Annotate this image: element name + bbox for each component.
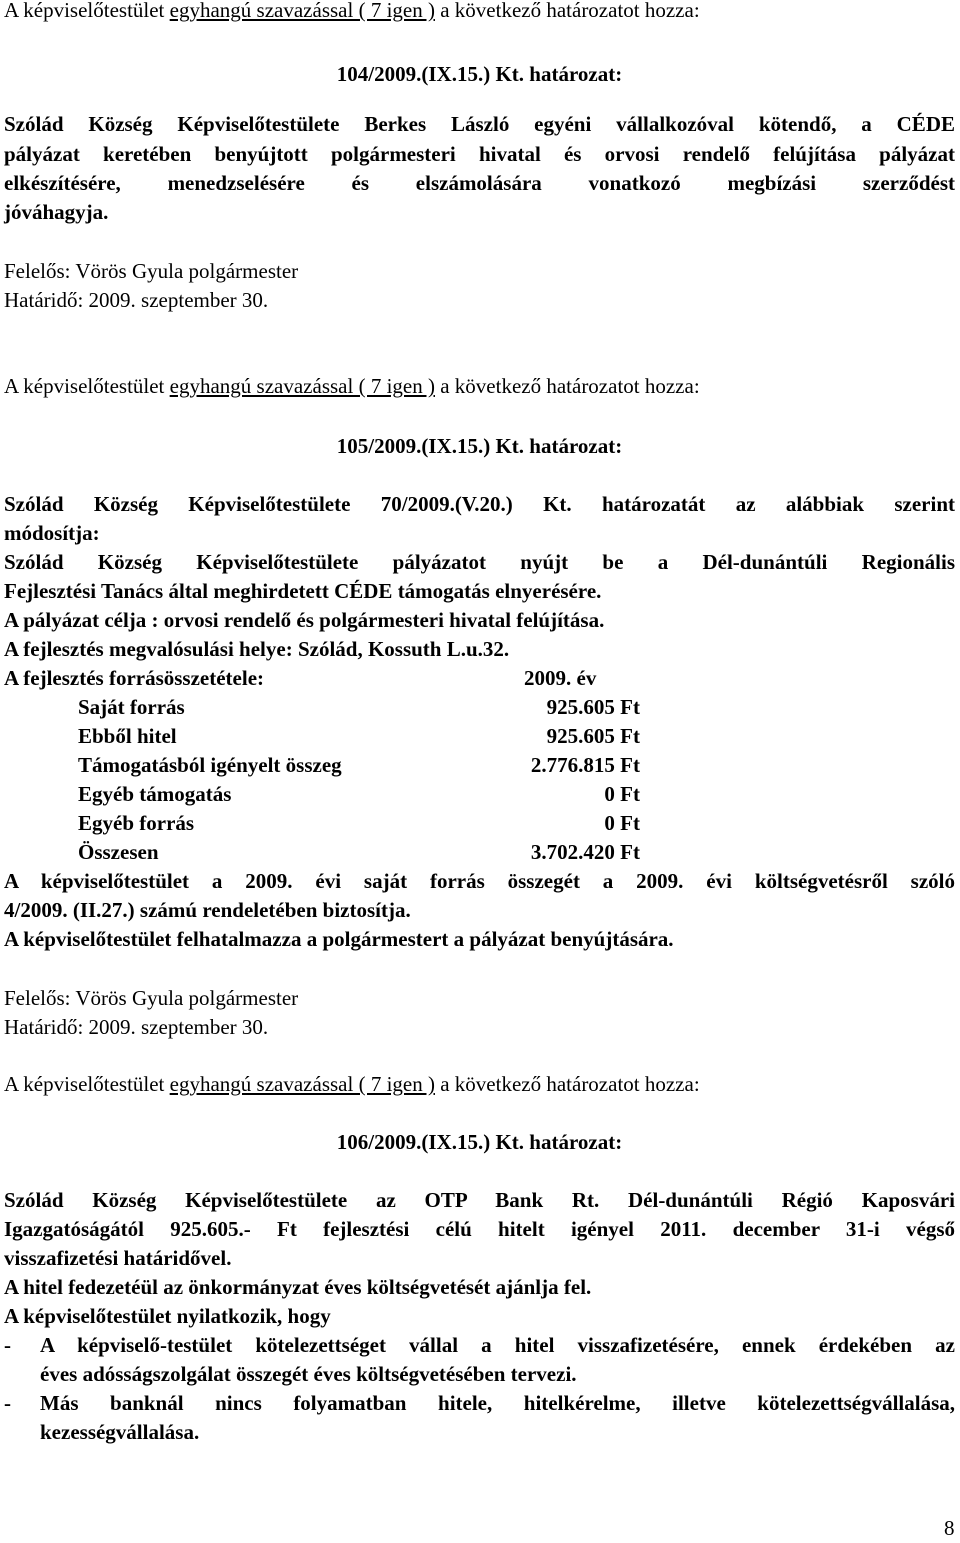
resolution-104-text-3: elkészítésére, menedzselésére és elszámolására vonatkozó megbízási szerződést xyxy=(4,171,955,195)
resolution-104-text-4: jóváhagyja. xyxy=(4,200,109,224)
resolution-105-deadline: Határidő: 2009. szeptember 30. xyxy=(4,1015,269,1039)
resolution-106-text-1: Szólád Község Képviselőtestülete az OTP Bank Rt. Dél-dunántúli Régió Kaposvári xyxy=(4,1188,955,1212)
resolution-105-text-9: A képviselőtestület felhatalmazza a polgármestert a pályázat benyújtására. xyxy=(4,927,674,951)
resolution-104-deadline: Határidő: 2009. szeptember 30. xyxy=(4,288,269,312)
resolution-106-text-5: A képviselőtestület nyilatkozik, hogy xyxy=(4,1304,331,1328)
vote-underlined: egyhangú szavazással ( 7 igen ) xyxy=(169,0,435,22)
financial-row-label: Egyéb támogatás xyxy=(78,782,232,806)
bullet-1-line-1: A képviselő-testület kötelezettséget vállal a hitel visszafizetésére, ennek érdekében az xyxy=(40,1333,955,1357)
financial-row-label: Összesen xyxy=(78,840,159,864)
financial-row-label: Támogatásból igényelt összeg xyxy=(78,753,342,777)
vote-prefix: A képviselőtestület xyxy=(4,374,170,398)
vote-prefix: A képviselőtestület xyxy=(4,0,170,22)
bullet-1-line-2: éves adósságszolgálat összegét éves költségvetésében tervezi. xyxy=(40,1362,577,1386)
resolution-105-text-1: Szólád Község Képviselőtestülete 70/2009.(V.20.) Kt. határozatát az alábbiak szerint xyxy=(4,492,955,516)
financial-row-value: 3.702.420 Ft xyxy=(530,840,640,864)
vote-suffix: a következő határozatot hozza: xyxy=(434,1072,700,1096)
vote-underlined: egyhangú szavazással ( 7 igen ) xyxy=(169,1072,435,1096)
vote-suffix: a következő határozatot hozza: xyxy=(434,0,700,22)
resolution-105-text-4: Fejlesztési Tanács által meghirdetett CÉDE támogatás elnyerésére. xyxy=(4,579,602,603)
resolution-104-text-1: Szólád Község Képviselőtestülete Berkes László egyéni vállalkozóval kötendő, a CÉDE xyxy=(4,112,955,136)
vote-underlined: egyhangú szavazással ( 7 igen ) xyxy=(169,374,435,398)
financial-header xyxy=(4,664,955,693)
resolution-105-text-3: Szólád Község Képviselőtestülete pályázatot nyújt be a Dél-dunántúli Regionális xyxy=(4,550,955,574)
resolution-104-title: 104/2009.(IX.15.) Kt. határozat: xyxy=(336,62,623,86)
resolution-105-text-7: A képviselőtestület a 2009. évi saját forrás összegét a 2009. évi költségvetésről szóló xyxy=(4,869,955,893)
vote-line-2 xyxy=(4,372,955,401)
financial-row-value: 925.605 Ft xyxy=(546,695,640,719)
financial-row-value: 0 Ft xyxy=(604,782,640,806)
resolution-105-text-6: A fejlesztés megvalósulási helye: Szólád, Kossuth L.u.32. xyxy=(4,637,510,661)
resolution-106-title: 106/2009.(IX.15.) Kt. határozat: xyxy=(336,1130,623,1154)
financial-row-label: Egyéb forrás xyxy=(78,811,195,835)
resolution-104-responsible: Felelős: Vörös Gyula polgármester xyxy=(4,259,299,283)
resolution-104-text-2: pályázat keretében benyújtott polgármesteri hivatal és orvosi rendelő felújítása pályázat xyxy=(4,142,955,166)
bullet-2-line-1: Más banknál nincs folyamatban hitele, hitelkérelme, illetve kötelezettségvállalása, xyxy=(40,1391,955,1415)
bullet-dash: - xyxy=(4,1391,11,1415)
vote-prefix: A képviselőtestület xyxy=(4,1072,170,1096)
resolution-106-text-2: Igazgatóságától 925.605.- Ft fejlesztési célú hitelt igényel 2011. december 31-i végső xyxy=(4,1217,955,1241)
resolution-105-text-5: A pályázat célja : orvosi rendelő és polgármesteri hivatal felújítása. xyxy=(4,608,605,632)
financial-row-value: 0 Ft xyxy=(604,811,640,835)
resolution-105-title: 105/2009.(IX.15.) Kt. határozat: xyxy=(336,434,623,458)
resolution-105-responsible: Felelős: Vörös Gyula polgármester xyxy=(4,986,299,1010)
financial-header-year: 2009. év xyxy=(524,666,597,690)
page-number: 8 xyxy=(944,1516,955,1540)
financial-row-label: Ebből hitel xyxy=(78,724,177,748)
resolution-106-text-3: visszafizetési határidővel. xyxy=(4,1246,232,1270)
financial-row-value: 925.605 Ft xyxy=(546,724,640,748)
bullet-dash: - xyxy=(4,1333,11,1357)
financial-header-label: A fejlesztés forrásösszetétele: xyxy=(4,666,265,690)
bullet-2-line-2: kezességvállalása. xyxy=(40,1420,200,1444)
resolution-105-text-2: módosítja: xyxy=(4,521,100,545)
vote-suffix: a következő határozatot hozza: xyxy=(434,374,700,398)
resolution-105-text-8: 4/2009. (II.27.) számú rendeletében biztosítja. xyxy=(4,898,411,922)
financial-row-value: 2.776.815 Ft xyxy=(530,753,640,777)
financial-row-label: Saját forrás xyxy=(78,695,185,719)
vote-line-3 xyxy=(4,1070,955,1099)
resolution-106-text-4: A hitel fedezetéül az önkormányzat éves költségvetését ajánlja fel. xyxy=(4,1275,592,1299)
vote-line-1 xyxy=(4,0,955,25)
